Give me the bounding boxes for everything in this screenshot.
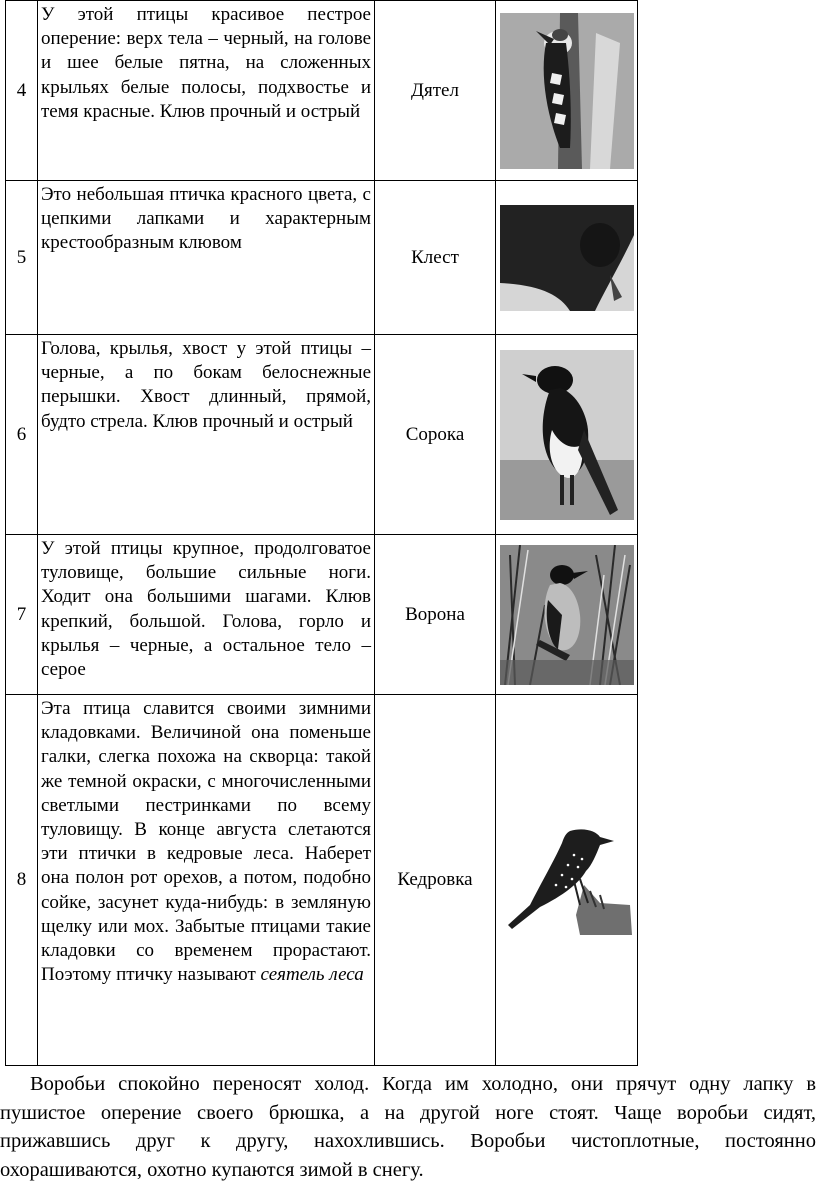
row-number: 4 xyxy=(6,1,38,181)
bird-name: Кедровка xyxy=(375,695,496,1066)
table-row xyxy=(6,1,638,181)
italic-term: сеятель леса xyxy=(260,964,364,986)
bird-description: У этой птицы крупное, продолговатое туловище, большие сильные ноги. Ходит она большими шагами. Клюв крепкий, большой. Голова, горло и крылья – черные, а остальное тело – серое xyxy=(38,535,375,695)
nutcracker-photo xyxy=(500,825,634,935)
bird-name: Клест xyxy=(375,181,496,335)
table-row xyxy=(6,335,638,535)
sparrow-paragraph: Воробьи спокойно переносят холод. Когда им холодно, они прячут одну лапку в пушистое оперение своего брюшка, а на другой ноге стоят. Чаще воробьи сидят, прижавшись друг к другу, нахохлившись. Воробьи чистоплотные, постоянно охорашиваются, охотно купаются зимой в снегу. xyxy=(0,1073,816,1181)
bird-photo-cell xyxy=(496,181,638,335)
row-number: 5 xyxy=(6,181,38,335)
row-number: 8 xyxy=(6,695,38,1066)
bird-photo-cell xyxy=(496,695,638,1066)
bird-photo-cell xyxy=(496,1,638,181)
crow-photo xyxy=(500,545,634,685)
bird-description: Это небольшая птичка красного цвета, с цепкими лапками и характерным крестообразным клювом xyxy=(38,181,375,335)
crossbill-photo xyxy=(500,205,634,311)
bird-description: Эта птица славится своими зимними кладовками. Величиной она поменьше галки, слегка похожа на скворца: такой же темной окраски, с многочисленными светлыми пестринками по всему туловищу. В конце августа слетаются эти птички в кедровые леса. Наберет она полон рот орехов, а потом, подобно сойке, засунет куда-нибудь: в земляную щелку или мох. Забытые птицами такие кладовки со временем прорастают. Поэтому птичку называют сеятель леса xyxy=(38,695,375,1066)
magpie-photo xyxy=(500,350,634,520)
table-row xyxy=(6,695,638,1066)
woodpecker-photo xyxy=(500,13,634,169)
bird-description: У этой птицы красивое пестрое оперение: верх тела – черный, на голове и шее белые пятна, на сложенных крыльях белые полосы, подхвостье и темя красные. Клюв прочный и острый xyxy=(38,1,375,181)
table-row xyxy=(6,181,638,335)
row-number: 6 xyxy=(6,335,38,535)
bird-description: Голова, крылья, хвост у этой птицы – черные, а по бокам белоснежные перышки. Хвост длинный, прямой, будто стрела. Клюв прочный и острый xyxy=(38,335,375,535)
bird-name: Сорока xyxy=(375,335,496,535)
birds-table xyxy=(5,0,638,1066)
bird-name: Дятел xyxy=(375,1,496,181)
bird-photo-cell xyxy=(496,535,638,695)
row-number: 7 xyxy=(6,535,38,695)
bird-name: Ворона xyxy=(375,535,496,695)
table-row xyxy=(6,535,638,695)
bird-photo-cell xyxy=(496,335,638,535)
